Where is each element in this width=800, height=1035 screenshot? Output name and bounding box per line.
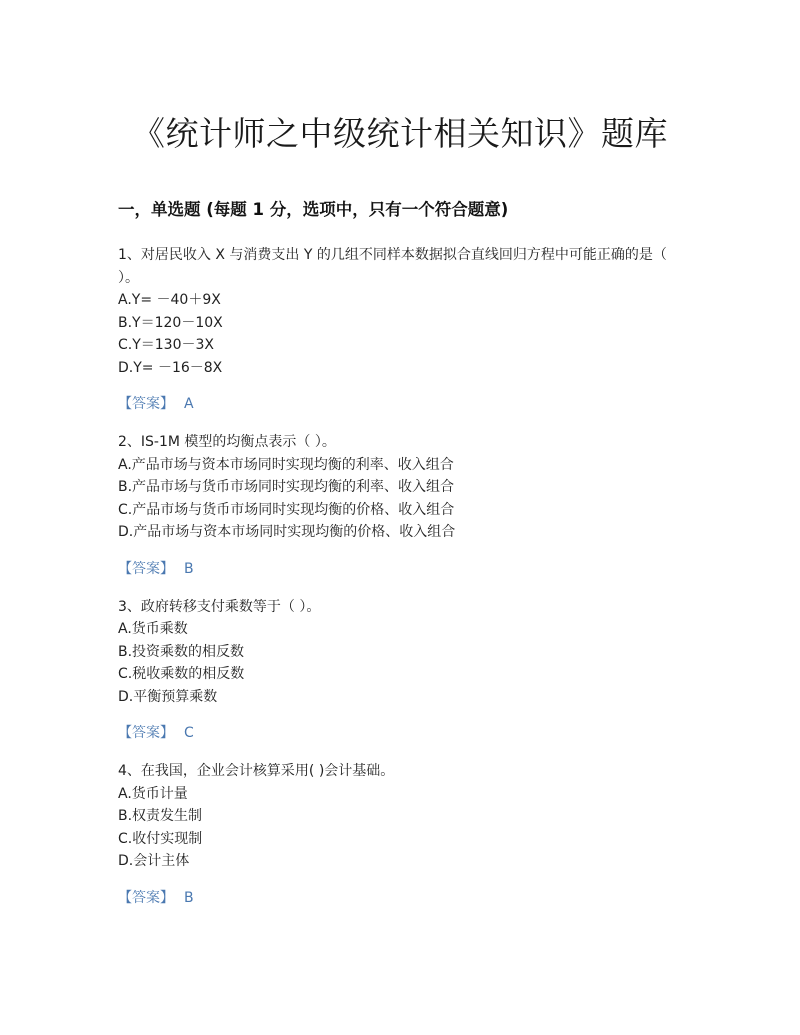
question-list [118, 244, 688, 925]
question-stem: 1、对居民收入 X 与消费支出 Y 的几组不同样本数据拟合直线回归方程中可能正确的是（ ）。 [118, 247, 667, 286]
question-3 [118, 596, 688, 745]
question-1 [118, 244, 688, 415]
option-d: D.产品市场与资本市场同时实现均衡的价格、收入组合 [118, 524, 456, 540]
answer-line [118, 887, 688, 909]
answer-label: 【答案】 [118, 889, 174, 906]
answer-line [118, 722, 688, 744]
option-d: D.会计主体 [118, 853, 190, 869]
answer-value: A [184, 396, 194, 412]
option-d: D.Y= －16－8X [118, 359, 223, 376]
answer-value: C [184, 725, 194, 741]
answer-value: B [184, 889, 194, 906]
option-a: A.货币计量 [118, 785, 188, 802]
option-b: B.Y＝120－10X [118, 314, 223, 331]
option-a: A.货币乘数 [118, 621, 188, 637]
question-stem: 2、IS-1M 模型的均衡点表示（ ）。 [118, 434, 336, 450]
option-d: D.平衡预算乘数 [118, 688, 218, 705]
option-a: A.产品市场与资本市场同时实现均衡的利率、收入组合 [118, 456, 454, 473]
answer-line [118, 558, 688, 580]
question-2 [118, 431, 688, 580]
option-c: C.税收乘数的相反数 [118, 666, 245, 682]
question-stem: 4、在我国，企业会计核算采用( )会计基础。 [118, 763, 395, 779]
option-b: B.权责发生制 [118, 808, 203, 824]
document-title: 《统计师之中级统计相关知识》题库 [132, 114, 668, 153]
answer-value: B [184, 560, 194, 577]
option-c: C.收付实现制 [118, 830, 203, 847]
option-b: B.投资乘数的相反数 [118, 643, 245, 660]
option-c: C.Y＝130－3X [118, 337, 214, 353]
question-4 [118, 760, 688, 909]
answer-line [118, 393, 688, 415]
answer-label: 【答案】 [118, 725, 174, 741]
option-c: C.产品市场与货币市场同时实现均衡的价格、收入组合 [118, 501, 455, 518]
answer-label: 【答案】 [118, 560, 174, 577]
question-stem: 3、政府转移支付乘数等于（ ）。 [118, 598, 321, 615]
answer-label: 【答案】 [118, 396, 174, 412]
option-a: A.Y= －40＋9X [118, 292, 221, 308]
section-heading: 一，单选题 (每题 1 分，选项中，只有一个符合题意) [118, 200, 509, 219]
option-b: B.产品市场与货币市场同时实现均衡的利率、收入组合 [118, 479, 455, 495]
